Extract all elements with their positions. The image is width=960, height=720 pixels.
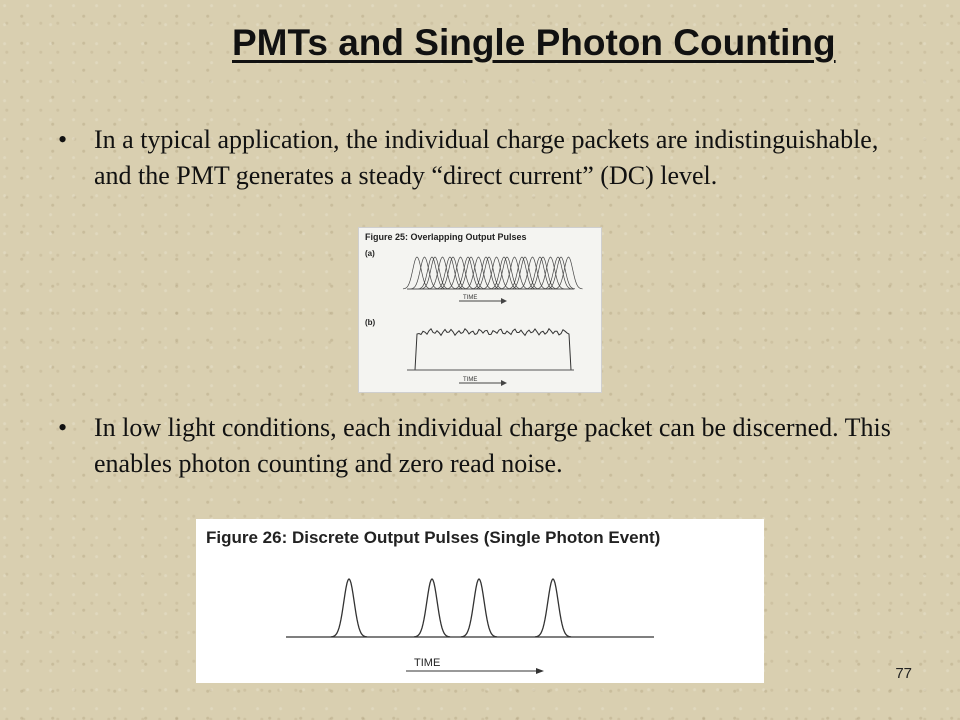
- photon-pulse-4: [535, 579, 571, 637]
- photon-pulse-3: [461, 579, 497, 637]
- figure25-panel-a-label: (a): [365, 249, 375, 258]
- time-arrowhead: [536, 668, 544, 674]
- figure-discrete-pulses: [196, 519, 764, 683]
- photon-pulse-1: [331, 579, 367, 637]
- bullet-marker: •: [58, 125, 68, 154]
- slide-title: PMTs and Single Photon Counting: [232, 22, 836, 63]
- figure25-time-label-a: TIME: [463, 295, 478, 301]
- dc-level-trace: [415, 329, 571, 370]
- figure25-caption: Figure 25: Overlapping Output Pulses: [365, 232, 527, 242]
- time-arrowhead-a: [501, 298, 507, 304]
- figure26-time-label: TIME: [414, 657, 441, 669]
- figure26-caption: Figure 26: Discrete Output Pulses (Single Photon Event): [206, 528, 661, 547]
- bullet-text: In a typical application, the individual charge packets are indistinguishable, and the PMT generates a steady “direct current” (DC) level.: [94, 125, 879, 190]
- figure25-time-label-b: TIME: [463, 377, 478, 383]
- figure-overlapping-pulses: [358, 227, 602, 393]
- bullet-text: In low light conditions, each individual charge packet can be discerned. This enables photon counting and zero read noise.: [94, 413, 891, 478]
- overlapping-pulse-trace: [403, 257, 583, 289]
- time-arrowhead-b: [501, 380, 507, 386]
- figure25-panel-b-label: (b): [365, 318, 376, 327]
- bullet-marker: •: [58, 413, 68, 442]
- photon-pulse-2: [414, 579, 450, 637]
- slide-number: 77: [895, 665, 912, 682]
